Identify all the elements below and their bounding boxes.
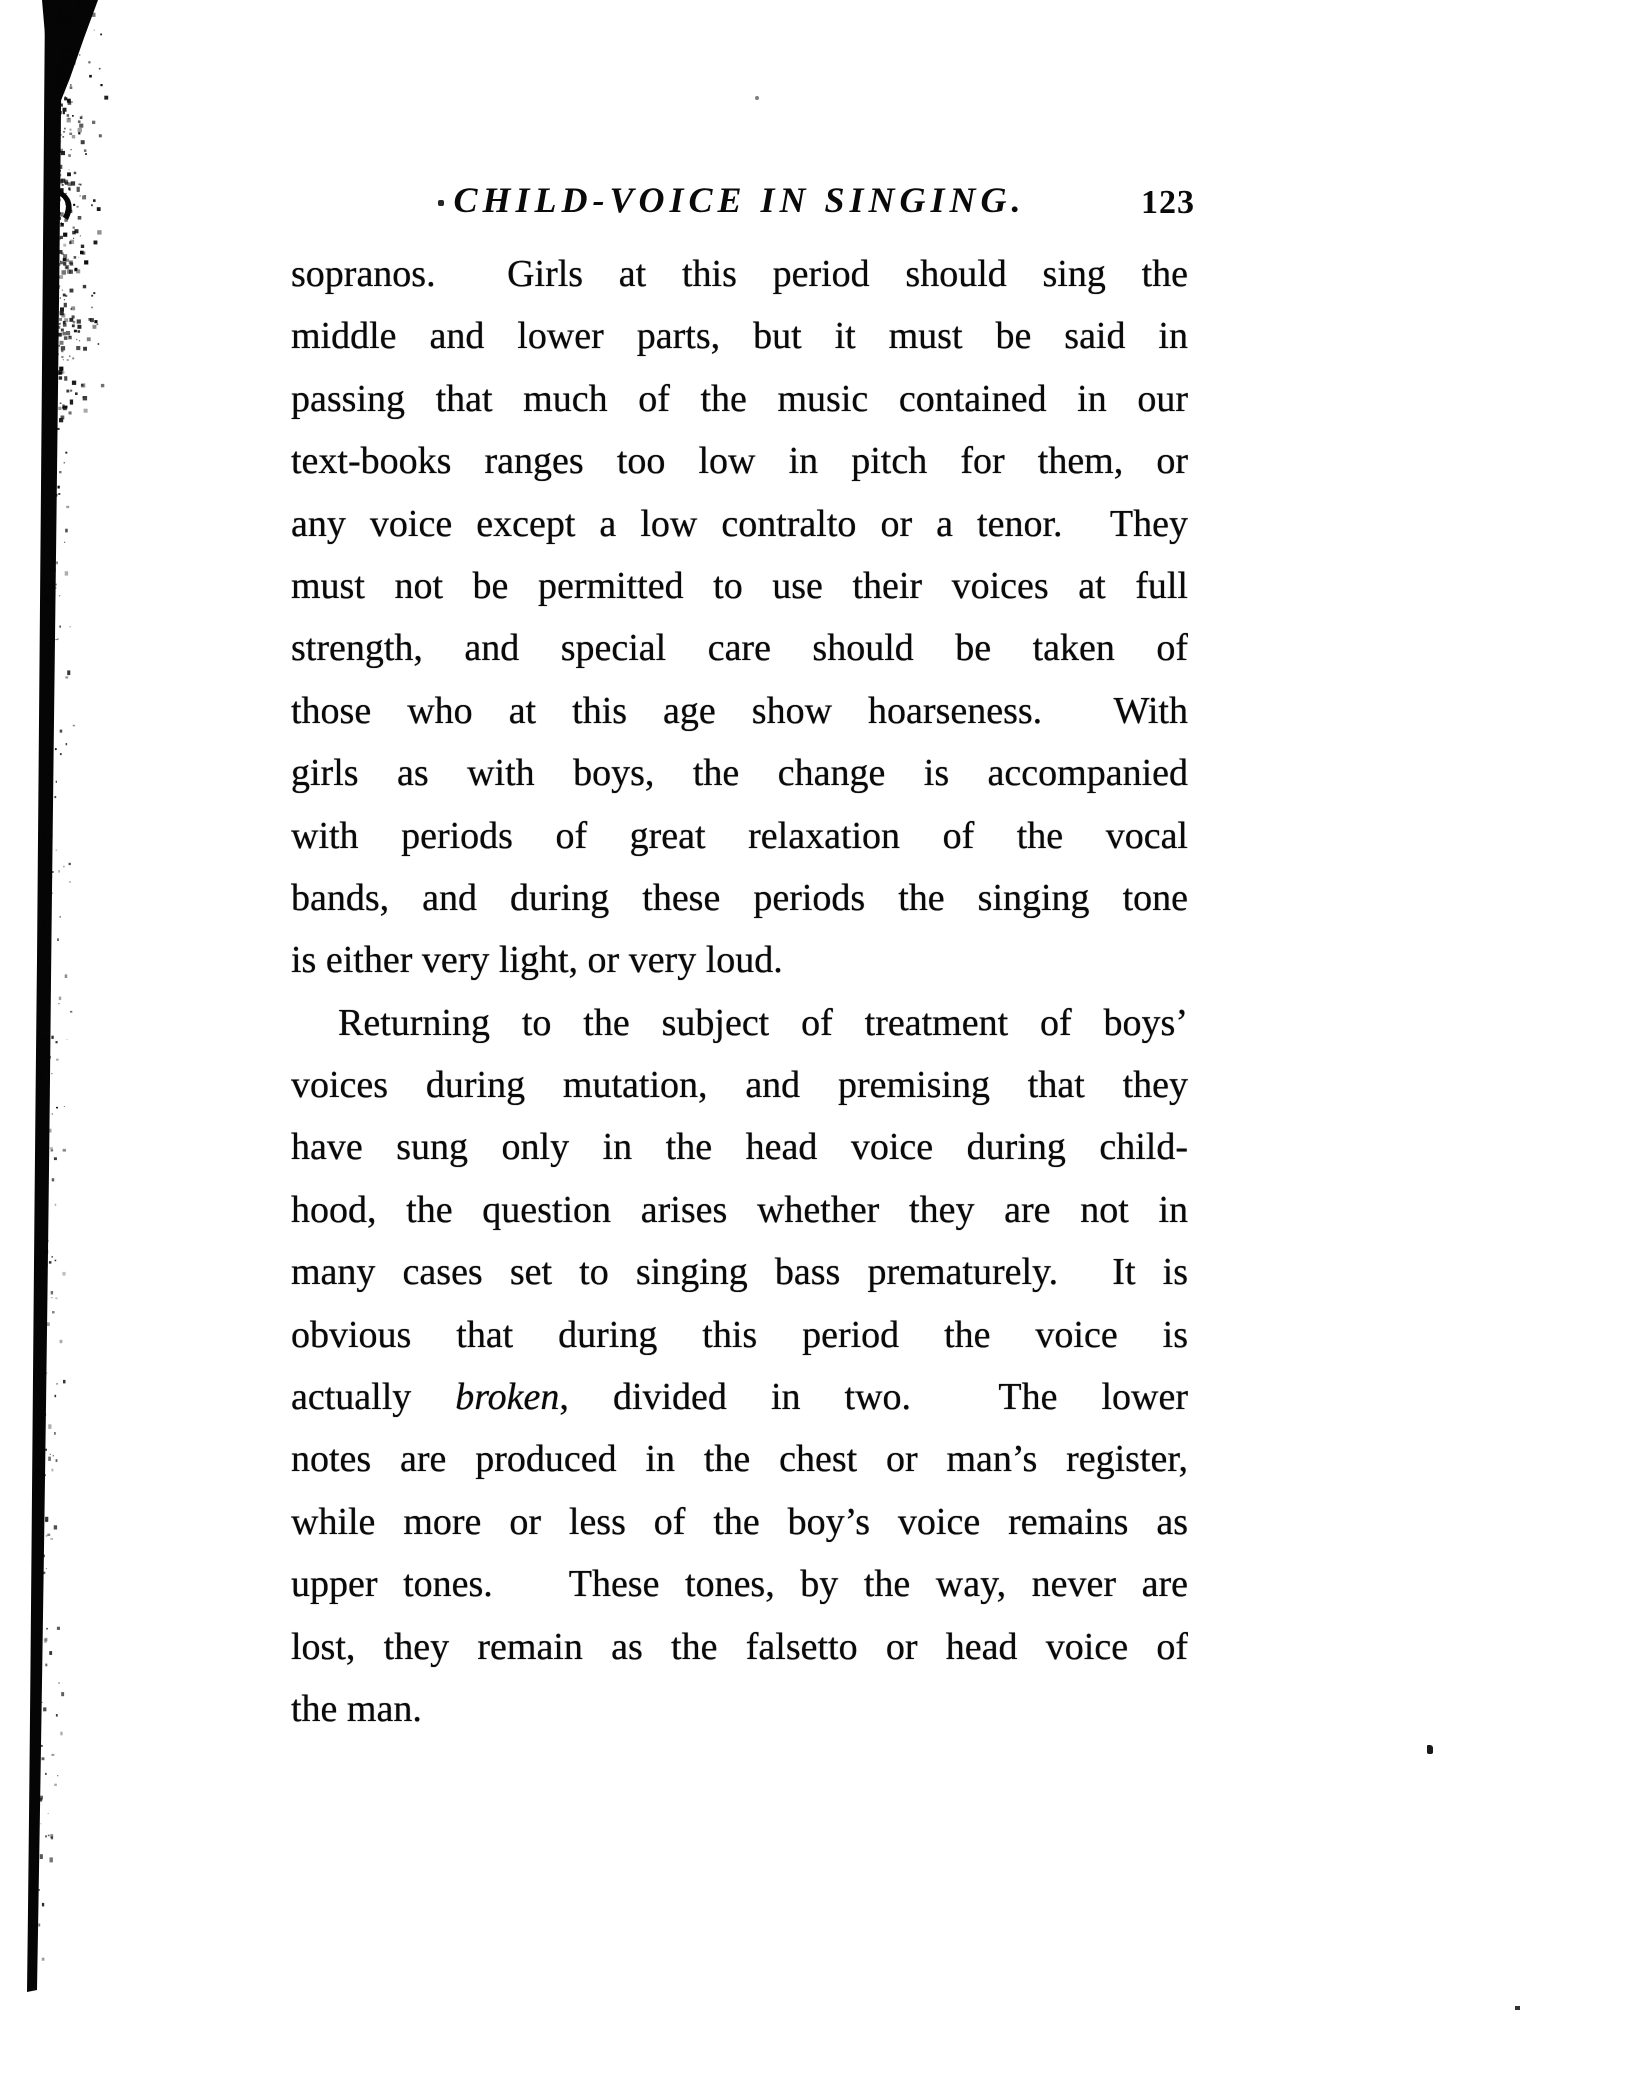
text-line: obvious that during this period the voice is: [291, 1313, 1188, 1356]
text-line: those who at this age show hoarseness. With: [291, 689, 1188, 732]
body-text: [291, 243, 1188, 1740]
text-line: bands, and during these periods the singing tone: [291, 876, 1188, 919]
text-line: sopranos. Girls at this period should sing the: [291, 253, 1188, 295]
paragraph: [291, 992, 1188, 1741]
text-line: is either very light, or very loud.: [291, 939, 783, 982]
text-line: have sung only in the head voice during child-: [291, 1126, 1188, 1169]
ink-speck: [1515, 2006, 1520, 2010]
text-line: any voice except a low contralto or a tenor. They: [291, 502, 1188, 545]
text-line: must not be permitted to use their voices at full: [291, 564, 1188, 607]
paragraph: [291, 243, 1188, 992]
scan-gutter-artifact: [0, 0, 130, 2083]
text-line: the man.: [291, 1687, 422, 1730]
text-line: many cases set to singing bass prematurely. It is: [291, 1251, 1188, 1294]
text-line: hood, the question arises whether they are not in: [291, 1188, 1188, 1231]
text-line: Returning to the subject of treatment of boys’: [338, 1001, 1188, 1044]
ink-speck: [755, 96, 759, 100]
text-line: actually broken, divided in two. The lower: [291, 1376, 1188, 1419]
text-line: strength, and special care should be taken of: [291, 627, 1188, 670]
text-line: passing that much of the music contained in our: [291, 377, 1188, 420]
ink-speck: [1427, 1745, 1433, 1754]
text-line: upper tones. These tones, by the way, never are: [291, 1563, 1188, 1606]
text-line: text-books ranges too low in pitch for them, or: [291, 440, 1188, 483]
text-line: notes are produced in the chest or man’s register,: [291, 1438, 1188, 1481]
page-number: 123: [1141, 184, 1195, 221]
text-line: middle and lower parts, but it must be said in: [291, 315, 1188, 358]
text-line: with periods of great relaxation of the vocal: [291, 814, 1188, 857]
page-title: CHILD-VOICE IN SINGING.: [453, 180, 1026, 220]
text-line: voices during mutation, and premising that they: [291, 1064, 1188, 1107]
text-line: girls as with boys, the change is accompanied: [291, 752, 1188, 795]
text-line: while more or less of the boy’s voice remains as: [291, 1500, 1188, 1543]
text-line: lost, they remain as the falsetto or head voice of: [291, 1625, 1188, 1668]
